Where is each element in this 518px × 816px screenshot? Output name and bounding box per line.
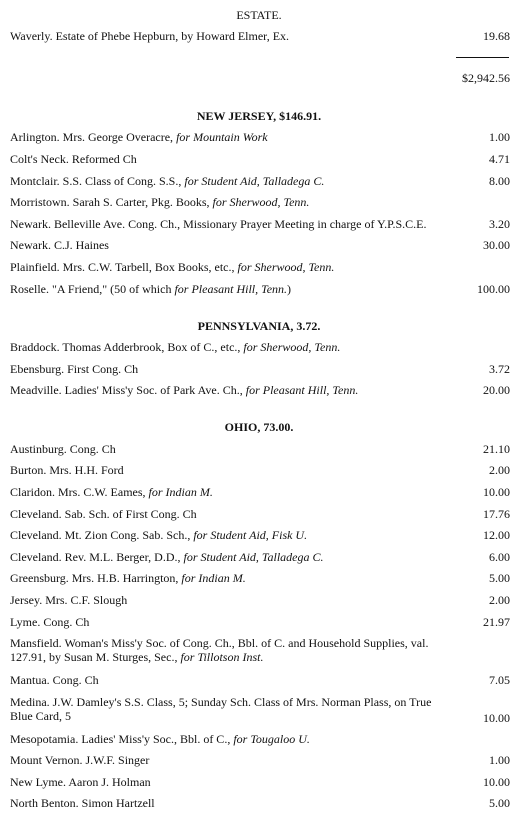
entry-amount: 2.00 <box>489 463 510 477</box>
entry-designation: for Student Aid, Talladega C. <box>184 174 325 188</box>
entry-text: Medina. J.W. Damley's S.S. Class, 5; Sunday Sch. Class of Mrs. Norman Plass, on True Blue Card, 5 <box>10 695 432 723</box>
entry-text: Austinburg. Cong. Ch <box>10 442 116 456</box>
entry-amount: 12.00 <box>483 528 510 542</box>
entry-designation: for Student Aid, Fisk U. <box>193 528 308 542</box>
entry-text: Claridon. Mrs. C.W. Eames, <box>10 485 149 499</box>
entry-amount: 7.05 <box>489 673 510 687</box>
entry-designation: for Student Aid, Talladega C. <box>183 550 324 564</box>
entry-amount: 10.00 <box>483 711 510 725</box>
entry-amount: 19.68 <box>483 29 510 43</box>
entry-amount: 100.00 <box>477 282 510 296</box>
entry-text: Morristown. Sarah S. Carter, Pkg. Books, <box>10 195 213 209</box>
entry-designation: for Mountain Work <box>176 130 268 144</box>
entry-designation: for Indian M. <box>181 571 246 585</box>
entry-text: Roselle. "A Friend," (50 of which <box>10 282 175 296</box>
entry-designation: for Tougaloo U. <box>233 732 310 746</box>
section-heading-ohio: OHIO, 73.00. <box>224 420 294 434</box>
entry-text: Jersey. Mrs. C.F. Slough <box>10 593 128 607</box>
entry-text: Mount Vernon. J.W.F. Singer <box>10 753 150 767</box>
entry-designation: for Pleasant Hill, Tenn. <box>174 282 288 296</box>
entry-amount: 1.00 <box>489 753 510 767</box>
entry-text: Lyme. Cong. Ch <box>10 615 90 629</box>
entry-text: Meadville. Ladies' Miss'y Soc. of Park Ave. Ch., <box>10 383 246 397</box>
entry-amount: 3.72 <box>489 362 510 376</box>
entry-amount: 21.97 <box>483 615 510 629</box>
entry-text: Greensburg. Mrs. H.B. Harrington, <box>10 571 182 585</box>
entry-text: Newark. C.J. Haines <box>10 238 109 252</box>
entry-designation: for Pleasant Hill, Tenn. <box>245 383 359 397</box>
entry-text: Ebensburg. First Cong. Ch <box>10 362 139 376</box>
entry-text: Mantua. Cong. Ch <box>10 673 99 687</box>
entry-amount: 21.10 <box>483 442 510 456</box>
entry-description: Waverly. Estate of Phebe Hepburn, by Howard Elmer, Ex. <box>10 29 290 43</box>
entry-amount: 5.00 <box>489 796 510 810</box>
entry-amount: 5.00 <box>489 571 510 585</box>
entry-designation: for Sherwood, Tenn. <box>243 340 341 354</box>
entry-designation: for Tillotson Inst. <box>180 650 264 664</box>
entry-amount: 1.00 <box>489 130 510 144</box>
entry-text: New Lyme. Aaron J. Holman <box>10 775 151 789</box>
section-heading-new-jersey: NEW JERSEY, $146.91. <box>196 109 322 123</box>
entry-text: Mansfield. Woman's Miss'y Soc. of Cong. Ch., Bbl. of C. and Household Supplies, val. 127.91, by Susan M. Sturges, Sec., <box>10 636 429 664</box>
entry-text: Cleveland. Mt. Zion Cong. Sab. Sch., <box>10 528 194 542</box>
entry-amount: 4.71 <box>489 152 510 166</box>
entry-amount: 6.00 <box>489 550 510 564</box>
entry-designation: for Sherwood, Tenn. <box>237 260 335 274</box>
entry-designation: for Sherwood, Tenn. <box>212 195 310 209</box>
entry-amount: 10.00 <box>483 775 510 789</box>
entry-text: Montclair. S.S. Class of Cong. S.S., <box>10 174 185 188</box>
entry-text: Plainfield. Mrs. C.W. Tarbell, Box Books, etc., <box>10 260 238 274</box>
entry-amount: 10.00 <box>483 485 510 499</box>
entry-text: Braddock. Thomas Adderbrook, Box of C., etc., <box>10 340 244 354</box>
entry-amount: 20.00 <box>483 383 510 397</box>
running-total: $2,942.56 <box>462 71 510 85</box>
entry-amount: 2.00 <box>489 593 510 607</box>
entry-text: Colt's Neck. Reformed Ch <box>10 152 137 166</box>
list-item <box>10 636 510 666</box>
entry-text: Arlington. Mrs. George Overacre, <box>10 130 177 144</box>
entry-text-close: ) <box>287 282 292 296</box>
entry-designation: for Indian M. <box>148 485 213 499</box>
list-item <box>10 695 510 725</box>
entry-text: North Benton. Simon Hartzell <box>10 796 155 810</box>
entry-text: Newark. Belleville Ave. Cong. Ch., Missionary Prayer Meeting in charge of Y.P.S.C.E. <box>10 217 427 231</box>
entry-amount: 17.76 <box>483 507 510 521</box>
entry-text: Cleveland. Sab. Sch. of First Cong. Ch <box>10 507 197 521</box>
section-heading-estate: ESTATE. <box>236 8 282 22</box>
entry-text: Burton. Mrs. H.H. Ford <box>10 463 124 477</box>
entry-amount: 3.20 <box>489 217 510 231</box>
section-heading-pennsylvania: PENNSYLVANIA, 3.72. <box>197 319 321 333</box>
entry-text: Mesopotamia. Ladies' Miss'y Soc., Bbl. of C., <box>10 732 234 746</box>
entry-amount: 30.00 <box>483 238 510 252</box>
entry-amount: 8.00 <box>489 174 510 188</box>
entry-text: Cleveland. Rev. M.L. Berger, D.D., <box>10 550 184 564</box>
total-rule <box>456 57 509 58</box>
